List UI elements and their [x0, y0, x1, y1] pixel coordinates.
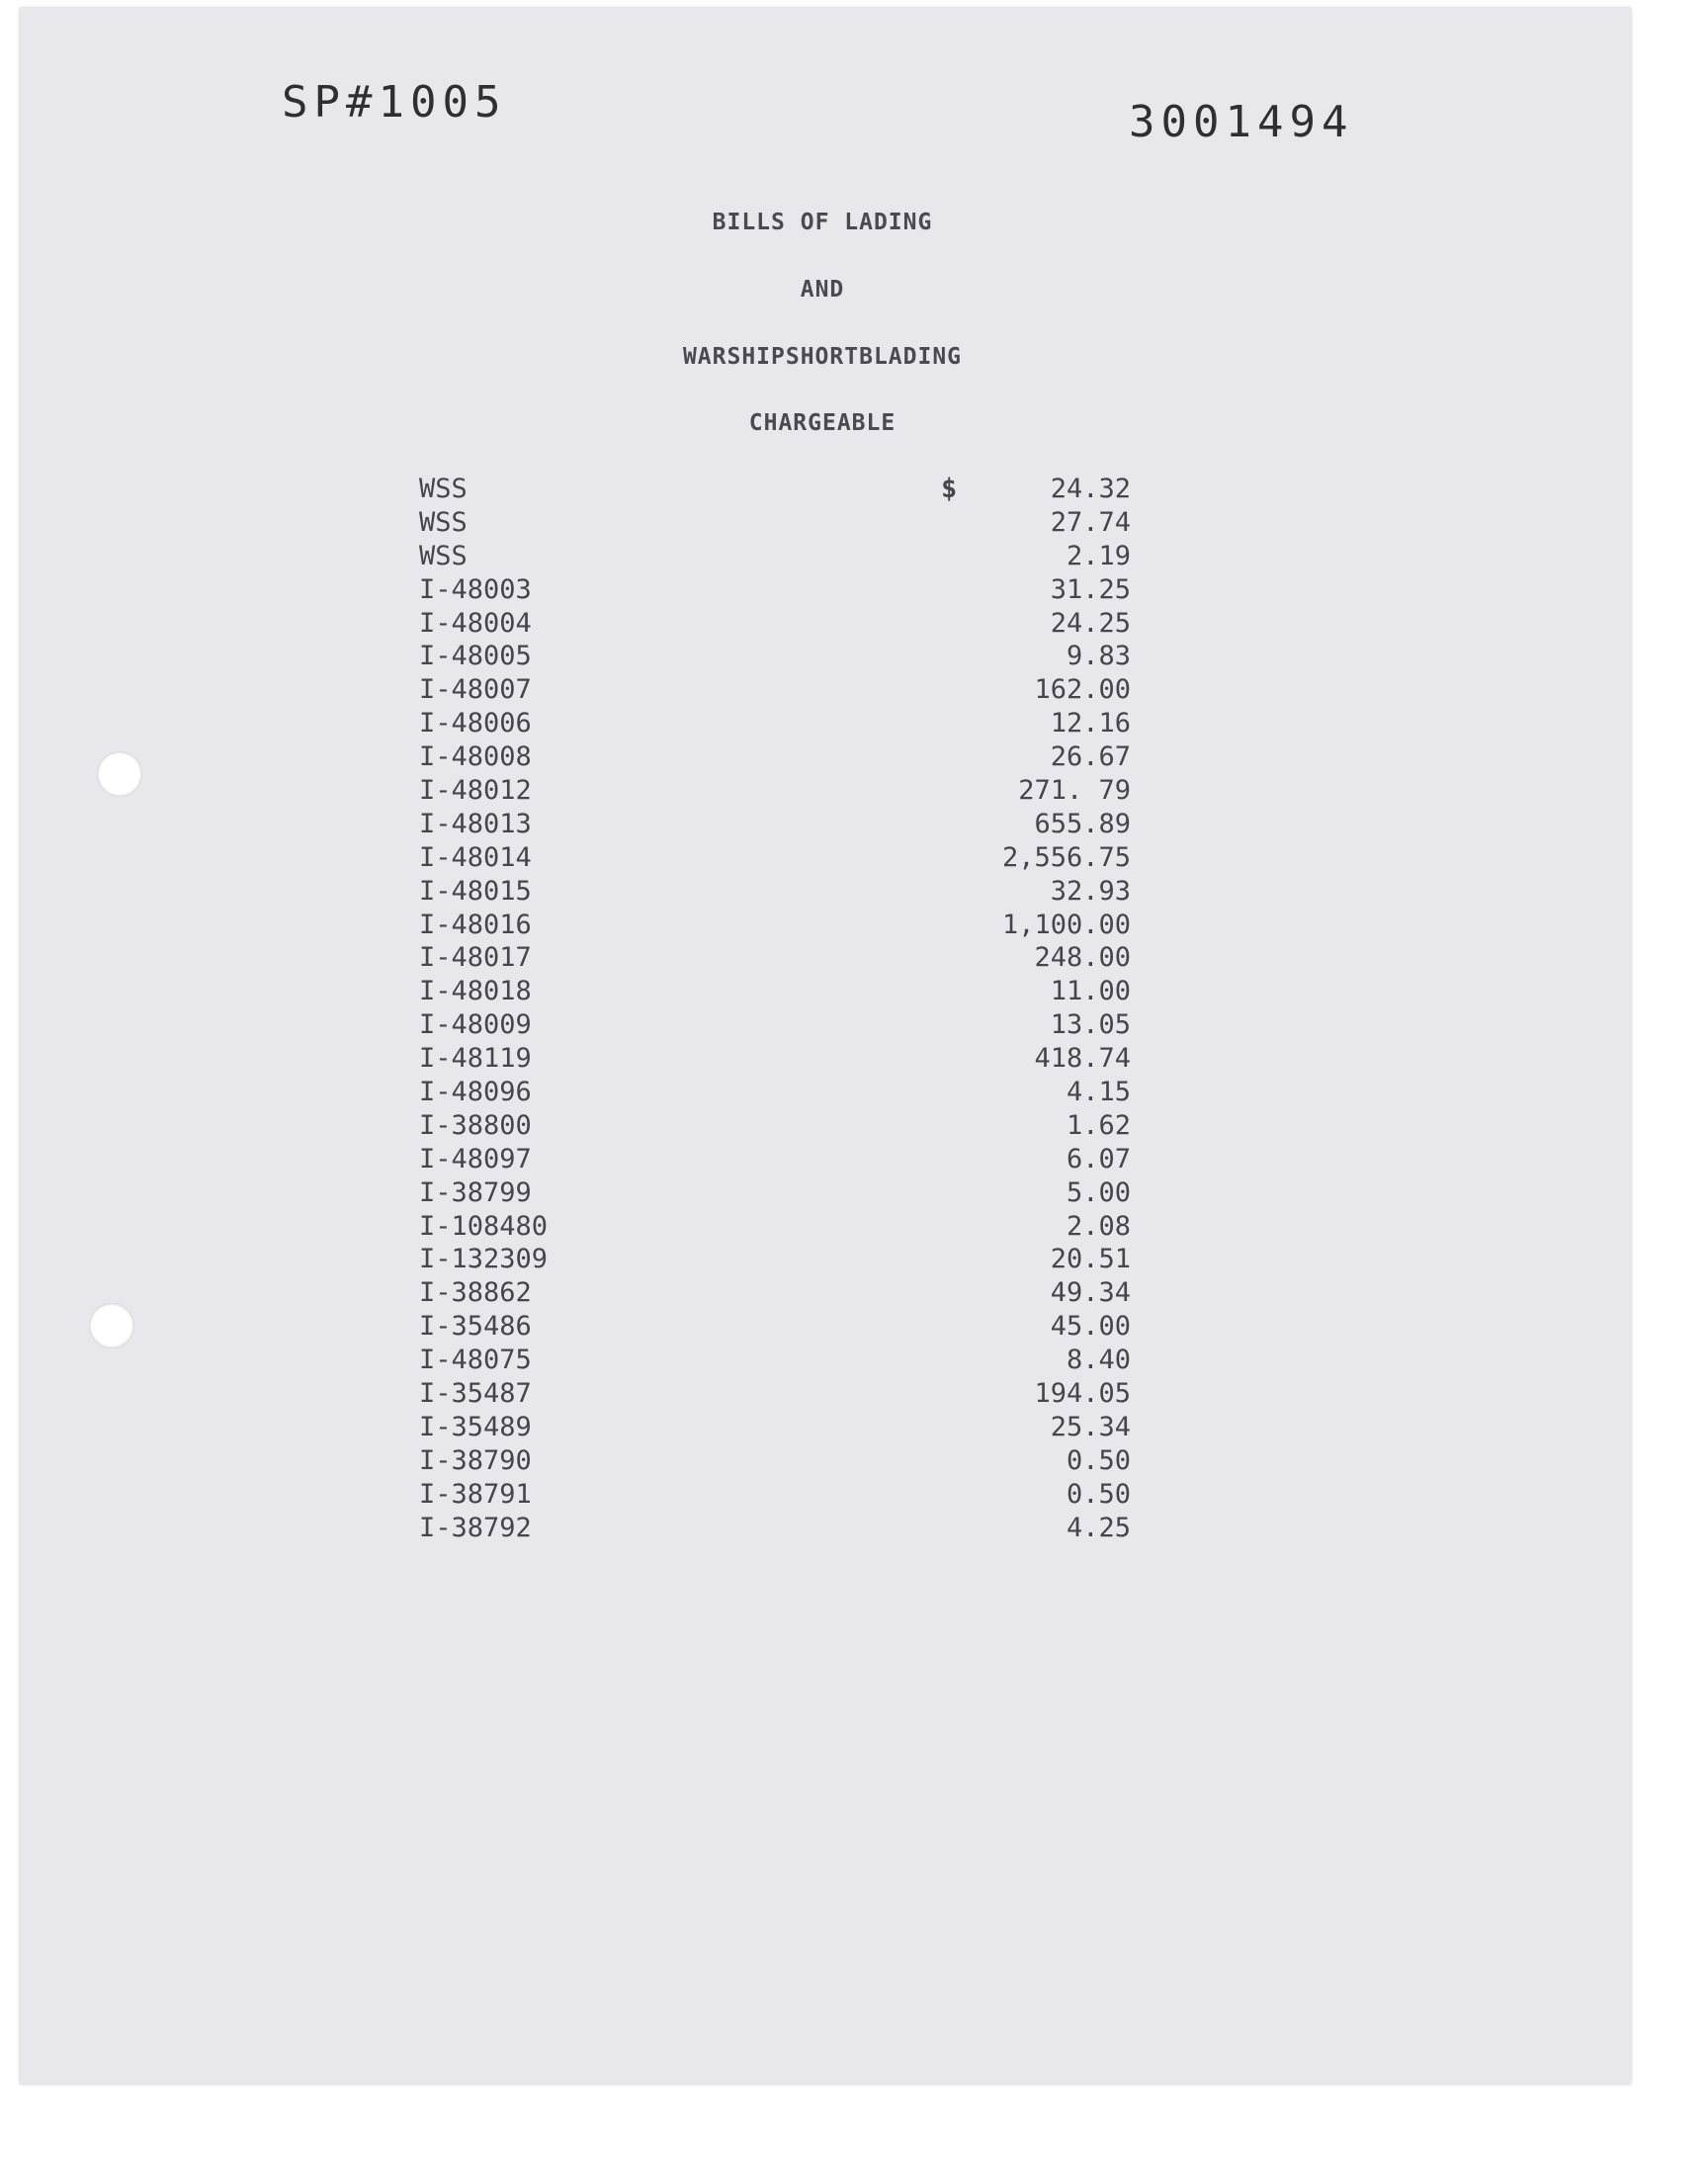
bill-reference: I-132309 — [419, 1244, 549, 1275]
charge-amount: 13.05 — [1050, 1009, 1131, 1041]
list-item — [419, 1076, 1131, 1109]
bill-reference: I-48004 — [419, 607, 532, 639]
charge-amount: 25.34 — [1050, 1411, 1131, 1442]
charge-amount: 162.00 — [1034, 674, 1131, 706]
charge-amount: 2.19 — [1066, 540, 1131, 571]
title-line-1: BILLS OF LADING — [712, 210, 933, 235]
list-item — [419, 1109, 1131, 1143]
bill-reference: I-48008 — [419, 741, 532, 773]
list-item — [419, 975, 1131, 1008]
charge-amount: 248.00 — [1034, 942, 1131, 974]
list-item — [419, 1344, 1131, 1377]
charge-amount: 6.07 — [1066, 1143, 1131, 1174]
bill-reference: I-48017 — [419, 942, 532, 974]
charge-amount: 8.40 — [1066, 1345, 1131, 1376]
bill-reference: I-48003 — [419, 573, 532, 605]
bill-reference: WSS — [419, 506, 468, 538]
bill-reference: WSS — [419, 540, 468, 571]
bill-reference: I-35486 — [419, 1311, 532, 1343]
list-item — [419, 1478, 1131, 1512]
bill-reference: I-38790 — [419, 1444, 532, 1476]
charge-amount: 12.16 — [1050, 708, 1131, 740]
punch-hole — [97, 751, 142, 797]
bill-reference: I-48012 — [419, 775, 532, 807]
list-item — [419, 573, 1131, 607]
bill-reference: I-48075 — [419, 1345, 532, 1376]
bill-reference: WSS — [419, 474, 468, 504]
list-item — [419, 607, 1131, 641]
list-item — [419, 841, 1131, 875]
list-item — [419, 1411, 1131, 1444]
list-item — [419, 673, 1131, 707]
list-item — [419, 1276, 1131, 1310]
charge-amount: 1,100.00 — [1001, 909, 1131, 940]
bill-reference: I-48018 — [419, 976, 532, 1007]
charge-amount: 4.25 — [1066, 1512, 1131, 1543]
bill-reference: I-38792 — [419, 1512, 532, 1543]
charges-list — [419, 473, 1131, 1545]
title-line-2: AND — [800, 277, 845, 303]
stamp-number-right: 3001494 — [1129, 97, 1354, 147]
list-item — [419, 1512, 1131, 1545]
bill-reference: I-35487 — [419, 1378, 532, 1410]
list-item — [419, 1176, 1131, 1210]
bill-reference: I-48015 — [419, 875, 532, 907]
bill-reference: I-108480 — [419, 1210, 549, 1242]
bill-reference: I-48097 — [419, 1143, 532, 1174]
charge-amount: 24.32 — [1050, 474, 1131, 504]
list-item — [419, 640, 1131, 673]
bill-reference: I-38862 — [419, 1277, 532, 1309]
bill-reference: I-48005 — [419, 641, 532, 672]
punch-hole — [89, 1303, 134, 1348]
list-item — [419, 774, 1131, 808]
bill-reference: I-38791 — [419, 1478, 532, 1510]
bill-reference: I-48006 — [419, 708, 532, 740]
list-item — [419, 1310, 1131, 1344]
list-item — [419, 1243, 1131, 1276]
list-item — [419, 875, 1131, 909]
charge-amount: 11.00 — [1050, 976, 1131, 1007]
charge-amount: 49.34 — [1050, 1277, 1131, 1309]
charge-amount: 45.00 — [1050, 1311, 1131, 1343]
bill-reference: I-38800 — [419, 1109, 532, 1141]
charge-amount: 194.05 — [1034, 1378, 1131, 1410]
list-item — [419, 506, 1131, 540]
charge-amount: 5.00 — [1066, 1176, 1131, 1208]
charge-amount: 2.08 — [1066, 1210, 1131, 1242]
list-item — [419, 1444, 1131, 1478]
charge-amount: 24.25 — [1050, 607, 1131, 639]
list-item — [419, 1042, 1131, 1076]
bill-reference: I-38799 — [419, 1176, 532, 1208]
stamp-number-left: SP#1005 — [282, 77, 507, 128]
charge-amount: 20.51 — [1050, 1244, 1131, 1275]
charge-amount: 26.67 — [1050, 741, 1131, 773]
charge-amount: 2,556.75 — [1001, 841, 1131, 873]
bill-reference: I-48096 — [419, 1077, 532, 1108]
charge-amount: 0.50 — [1066, 1444, 1131, 1476]
bill-reference: I-48014 — [419, 841, 532, 873]
list-item — [419, 808, 1131, 841]
list-item — [419, 707, 1131, 740]
charge-amount: 32.93 — [1050, 875, 1131, 907]
currency-symbol: $ — [941, 474, 958, 504]
list-item — [419, 909, 1131, 942]
charge-amount: 271. 79 — [1018, 775, 1131, 807]
list-item — [419, 540, 1131, 573]
bill-reference: I-48016 — [419, 909, 532, 940]
bill-reference: I-48013 — [419, 808, 532, 839]
bill-reference: I-35489 — [419, 1411, 532, 1442]
list-item — [419, 473, 1131, 506]
list-item — [419, 1377, 1131, 1411]
title-line-3: WARSHIPSHORTBLADING — [682, 344, 963, 370]
charge-amount: 27.74 — [1050, 506, 1131, 538]
charge-amount: 9.83 — [1066, 641, 1131, 672]
list-item — [419, 1143, 1131, 1176]
list-item — [419, 1008, 1131, 1042]
charge-amount: 1.62 — [1066, 1109, 1131, 1141]
list-item — [419, 1210, 1131, 1244]
bill-reference: I-48009 — [419, 1009, 532, 1041]
bill-reference: I-48007 — [419, 674, 532, 706]
charge-amount: 0.50 — [1066, 1478, 1131, 1510]
title-line-4: CHARGEABLE — [748, 410, 897, 436]
charge-amount: 4.15 — [1066, 1077, 1131, 1108]
list-item — [419, 740, 1131, 774]
charge-amount: 418.74 — [1034, 1043, 1131, 1075]
list-item — [419, 941, 1131, 975]
charge-amount: 655.89 — [1034, 808, 1131, 839]
bill-reference: I-48119 — [419, 1043, 532, 1075]
charge-amount: 31.25 — [1050, 573, 1131, 605]
